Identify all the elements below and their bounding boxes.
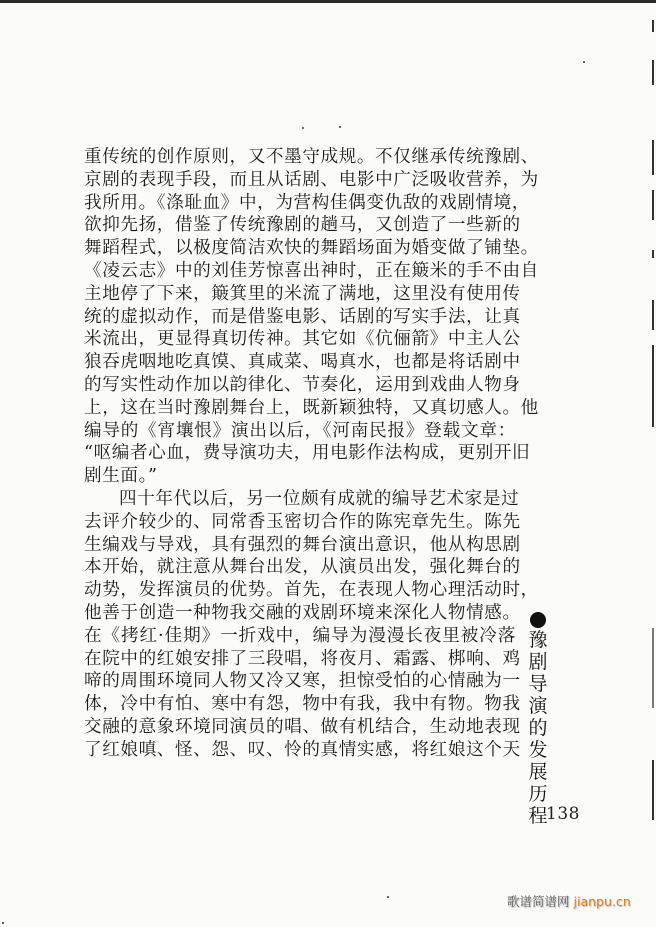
title-char: 展: [528, 761, 548, 783]
scan-speck: [339, 126, 341, 128]
watermark-text: 歌谱简谱网: [507, 894, 570, 909]
page-body-text: [84, 146, 539, 762]
text-line: 在《拷红·佳期》一折戏中，编导为漫漫长夜里被冷落: [84, 625, 516, 646]
title-char: 演: [528, 695, 548, 717]
text-line: 京剧的表现手段，而且从话剧、电影中广泛吸收营养，为: [84, 169, 539, 190]
scan-top-border: [0, 0, 656, 3]
text-line: 他善于创造一种物我交融的戏剧环境来深化人物情感。: [84, 602, 521, 623]
watermark-domain: jianpu.cn: [573, 894, 631, 909]
text-line: 米流出，更显得真切传神。其它如《伉俪箭》中主人公: [84, 329, 521, 350]
text-line: 去评介较少的、同常香玉密切合作的陈宪章先生。陈先: [84, 511, 521, 532]
scan-speck: [583, 61, 585, 63]
scan-speck: [302, 127, 304, 129]
text-line: 主地停了下来，簸箕里的米流了满地，这里没有使用传: [84, 283, 521, 304]
text-line: 重传统的创作原则，又不墨守成规。不仅继承传统豫剧、: [84, 147, 539, 167]
text-line: 动势，发挥演员的优势。首先，在表现人物心理活动时，: [84, 580, 539, 601]
text-line: 了红娘嗔、怪、怨、叹、怜的真情实感，将红娘这个天: [84, 739, 521, 760]
paragraph-end-line: 剧生面。”: [84, 466, 158, 487]
scan-speck: [2, 922, 4, 924]
paragraph-start-line: 四十年代以后，另一位颇有成就的编导艺术家是过: [119, 488, 520, 509]
title-char: 发: [528, 739, 548, 761]
scan-speck: [387, 896, 389, 898]
text-line: 的写实性动作加以韵律化、节奏化，运用到戏曲人物身: [84, 374, 521, 395]
text-line: 舞蹈程式，以极度简洁欢快的舞蹈场面为婚变做了铺垫。: [84, 238, 539, 259]
title-char: 剧: [528, 651, 548, 673]
text-line: 啼的周围环境同人物又冷又寒，担惊受怕的心情融为一: [84, 671, 521, 692]
text-line: 我所用。《涤耻血》中，为营构佳偶变仇敌的戏剧情境，: [84, 192, 531, 213]
text-line: 狼吞虎咽地吃真馍、真咸菜、喝真水，也都是将话剧中: [84, 352, 521, 373]
scan-right-edge: [652, 0, 654, 927]
text-line: 交融的意象环境同演员的唱、做有机结合，生动地表现: [84, 716, 521, 737]
title-char: 豫: [528, 629, 548, 651]
text-line: 编导的《宵壤恨》演出以后，《河南民报》登载文章：: [84, 420, 516, 441]
page-number: 138: [546, 804, 580, 824]
text-line: 在院中的红娘安排了三段唱，将夜月、霜露、梆响、鸡: [84, 648, 521, 669]
text-line: 本开始，就注意从舞台出发，从演员出发，强化舞台的: [84, 557, 521, 578]
text-line: 统的虚拟动作，而是借鉴电影、话剧的写实手法，让真: [84, 306, 521, 327]
text-line: 《凌云志》中的刘佳芳惊喜出神时，正在簸米的手不由自: [84, 260, 539, 281]
title-char: 程: [528, 805, 548, 827]
title-char: 的: [528, 717, 548, 739]
text-line: 生编戏与导戏，具有强烈的舞台演出意识，他从构思剧: [84, 534, 521, 555]
bullet-dot-icon: [530, 612, 546, 628]
text-line: 体，冷中有怕、寒中有怨，物中有我，我中有物。物我: [84, 694, 521, 715]
running-chapter-title: [527, 612, 549, 827]
title-char: 历: [528, 783, 548, 805]
site-watermark: [507, 892, 631, 910]
text-line: 欲抑先扬，借鉴了传统豫剧的趟马，又创造了一些新的: [84, 215, 521, 236]
title-char: 导: [528, 673, 548, 695]
text-line: 上，这在当时豫剧舞台上，既新颖独特，又真切感人。他: [84, 397, 539, 418]
text-line: “呕编者心血，费导演功夫，用电影作法构成，更别开旧: [84, 443, 531, 464]
